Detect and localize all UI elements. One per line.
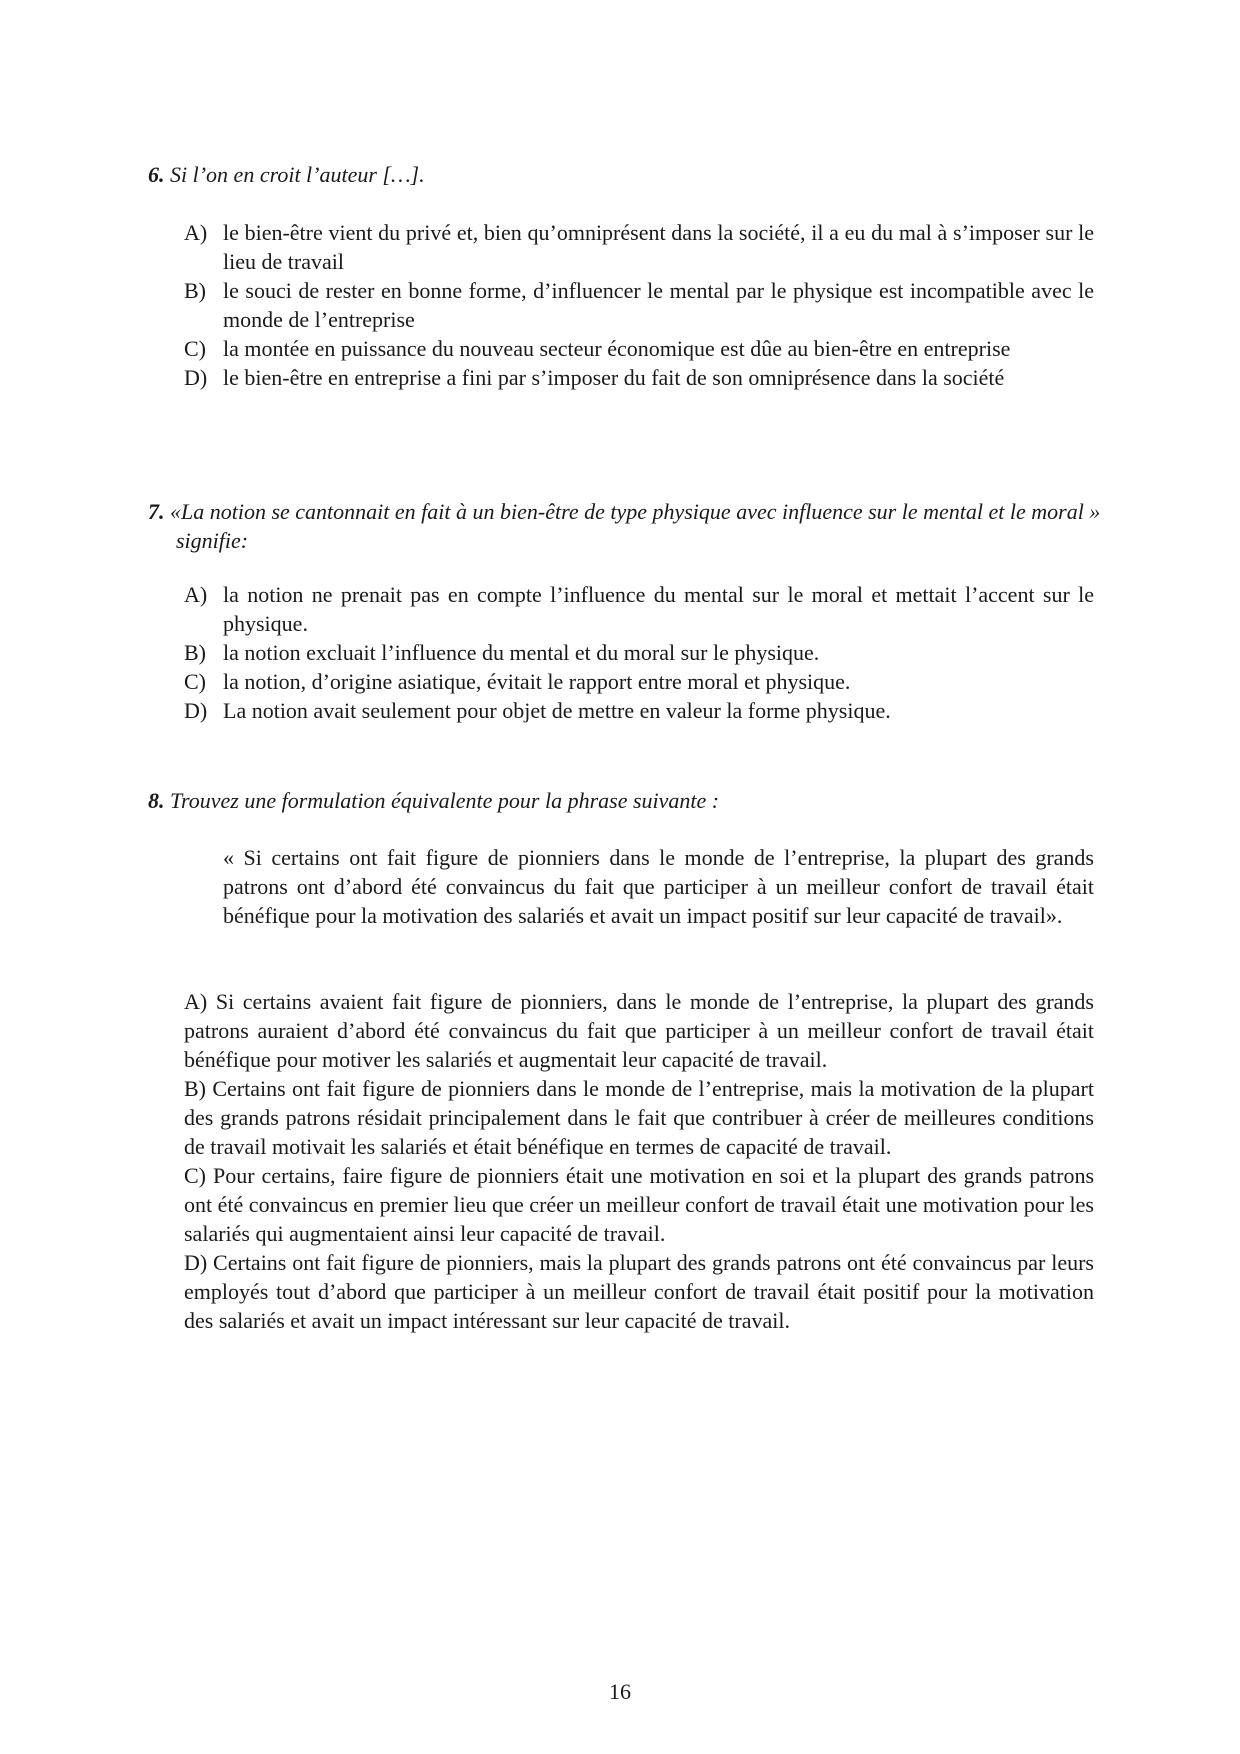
- option-label: A): [184, 582, 208, 607]
- option-b: B) Certains ont fait figure de pionniers dans le monde de l’entreprise, mais la motivation de la plupart des grands patrons résidait principalement dans le fait que contribuer à créer de meilleures conditions de travail motivait les salariés et était bénéfique en termes de capacité de travail.: [184, 1076, 1094, 1159]
- option-text: la notion ne prenait pas en compte l’influence du mental sur le moral et mettait l’accent sur le physique.: [223, 582, 1094, 636]
- option-label: B): [184, 278, 206, 303]
- question-8-options: [184, 987, 1094, 1335]
- question-number: 6.: [148, 162, 165, 187]
- option-a: A) Si certains avaient fait figure de pionniers, dans le monde de l’entreprise, la plupart des grands patrons auraient d’abord été convaincus du fait que participer à un meilleur confort de travail était bénéfique pour motiver les salariés et augmentait leur capacité de travail.: [184, 989, 1094, 1072]
- option-a: [184, 218, 1094, 276]
- quoted-sentence: « Si certains ont fait figure de pionniers dans le monde de l’entreprise, la plupart des grands patrons ont d’abord été convaincus du fait que participer à un meilleur confort de travail était bénéfique pour la motivation des salariés et avait un impact positif sur leur capacité de travail».: [223, 845, 1094, 928]
- question-6-options: [184, 218, 1094, 392]
- option-label: D): [184, 365, 208, 390]
- option-text: le bien-être vient du privé et, bien qu’omniprésent dans la société, il a eu du mal à s’imposer sur le lieu de travail: [223, 220, 1094, 274]
- question-number: 7.: [148, 499, 165, 524]
- option-c: C) Pour certains, faire figure de pionniers était une motivation en soi et la plupart des grands patrons ont été convaincus en premier lieu que créer un meilleur confort de travail était une motivation pour les salariés qui augmentaient ainsi leur capacité de travail.: [184, 1163, 1094, 1246]
- option-label: D): [184, 698, 208, 723]
- question-8: [148, 786, 1094, 815]
- question-text: «La notion se cantonnait en fait à un bien-être de type physique avec influence sur le mental et le moral » signifie:: [170, 499, 1101, 553]
- option-c: [184, 667, 1094, 696]
- option-text: le bien-être en entreprise a fini par s’imposer du fait de son omniprésence dans la société: [223, 365, 1005, 390]
- option-text: la montée en puissance du nouveau secteur économique est dûe au bien-être en entreprise: [223, 336, 1011, 361]
- option-text: la notion, d’origine asiatique, évitait le rapport entre moral et physique.: [223, 669, 851, 694]
- question-7: [148, 497, 1122, 555]
- option-text: La notion avait seulement pour objet de mettre en valeur la forme physique.: [223, 698, 891, 723]
- option-label: A): [184, 220, 208, 245]
- question-7-options: [184, 580, 1094, 725]
- page-number: 16: [609, 1679, 631, 1704]
- option-label: C): [184, 669, 206, 694]
- option-d: [184, 696, 1094, 725]
- question-number: 8.: [148, 788, 165, 813]
- option-c: [184, 334, 1094, 363]
- option-b: [184, 638, 1094, 667]
- question-text: Si l’on en croit l’auteur […].: [170, 162, 425, 187]
- option-label: B): [184, 640, 206, 665]
- option-text: le souci de rester en bonne forme, d’influencer le mental par le physique est incompatible avec le monde de l’entreprise: [223, 278, 1094, 332]
- option-b: [184, 276, 1094, 334]
- option-a: [184, 580, 1094, 638]
- question-6: [148, 160, 1094, 189]
- option-label: C): [184, 336, 206, 361]
- option-d: [184, 363, 1094, 392]
- option-text: la notion excluait l’influence du mental et du moral sur le physique.: [223, 640, 820, 665]
- option-d: D) Certains ont fait figure de pionniers, mais la plupart des grands patrons ont été convaincus par leurs employés tout d’abord que participer à un meilleur confort de travail était positif pour la motivation des salariés et avait un impact intéressant sur leur capacité de travail.: [184, 1250, 1094, 1333]
- question-text: Trouvez une formulation équivalente pour la phrase suivante :: [170, 788, 720, 813]
